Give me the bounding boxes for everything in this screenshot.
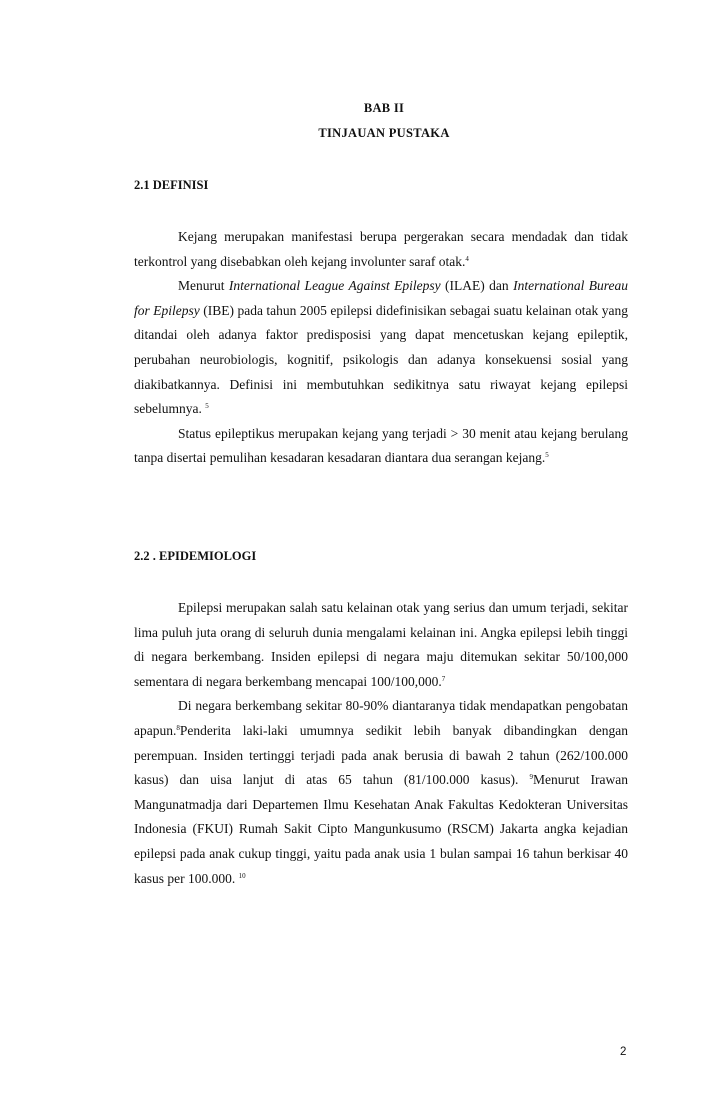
paragraph-text: (ILAE) dan (440, 278, 514, 294)
paragraph-text: Kejang merupakan manifestasi berupa pergerakan secara mendadak dan tidak terkontrol yang disebabkan oleh kejang involunter saraf otak. (134, 229, 628, 269)
citation: 10 (238, 871, 246, 880)
chapter-number: BAB II (363, 101, 405, 115)
page-number: 2 (620, 1046, 627, 1058)
paragraph (134, 596, 628, 694)
paragraph (134, 422, 628, 471)
section-heading-definisi: 2.1 DEFINISI (134, 178, 209, 192)
paragraph-text: Menurut (178, 278, 229, 294)
paragraph-text: Menurut Irawan Mangunatmadja dari Departemen Ilmu Kesehatan Anak Fakultas Kedokteran Universitas Indonesia (FKUI) Rumah Sakit Cipto Mangunkusumo (RSCM) Jakarta angka kejadian epilepsi pada anak cukup tinggi, yaitu pada anak usia 1 bulan sampai 16 tahun berkisar 40 kasus per 100.000. (134, 772, 629, 886)
paragraph-text: (IBE) pada tahun 2005 epilepsi didefinisikan sebagai suatu kelainan otak yang ditandai oleh adanya faktor predisposisi yang dapat mencetuskan kejang epileptik, perubahan neurobiologis, kognitif, psikologis dan adanya konsekuensi sosial yang diakibatkannya. Definisi ini membutuhkan sedikitnya satu riwayat kejang epilepsi sebelumnya. (134, 302, 628, 417)
section-body-definisi (134, 225, 628, 471)
citation: 4 (465, 254, 469, 263)
paragraph-text: Penderita laki-laki umumnya sedikit lebih banyak dibandingkan dengan perempuan. Insiden tertinggi terjadi pada anak berusia di bawah 2 tahun (262/100.000 kasus) dan uisa lanjut di atas 65 tahun (81/100.000 kasus). (134, 722, 628, 788)
term-ibe: International Bureau for Epilepsy (134, 278, 628, 318)
citation: 5 (205, 402, 209, 411)
citation: 8 (176, 723, 180, 732)
paragraph-text: Di negara berkembang sekitar 80-90% diantaranya tidak mendapatkan pengobatan apapun. (134, 698, 628, 738)
paragraph (134, 225, 628, 274)
paragraph (134, 694, 628, 891)
term-ilae: International League Against Epilepsy (228, 278, 441, 294)
paragraph (134, 274, 628, 422)
section-heading-epidemiologi: 2.2 . EPIDEMIOLOGI (134, 549, 257, 563)
paragraph-text: Epilepsi merupakan salah satu kelainan otak yang serius dan umum terjadi, sekitar lima puluh juta orang di seluruh dunia mengalami kelainan ini. Angka epilepsi lebih tinggi di negara berkembang. Insiden epilepsi di negara maju ditemukan sekitar 50/100,000 sementara di negara berkembang mencapai 100/100,000. (134, 600, 628, 689)
citation: 9 (529, 773, 533, 782)
chapter-title: TINJAUAN PUSTAKA (318, 126, 450, 140)
section-body-epidemiologi (134, 596, 628, 891)
paragraph-text: Status epileptikus merupakan kejang yang terjadi > 30 menit atau kejang berulang tanpa disertai pemulihan kesadaran kesadaran diantara dua serangan kejang. (134, 425, 628, 466)
citation: 7 (441, 674, 446, 683)
citation: 5 (545, 451, 549, 460)
